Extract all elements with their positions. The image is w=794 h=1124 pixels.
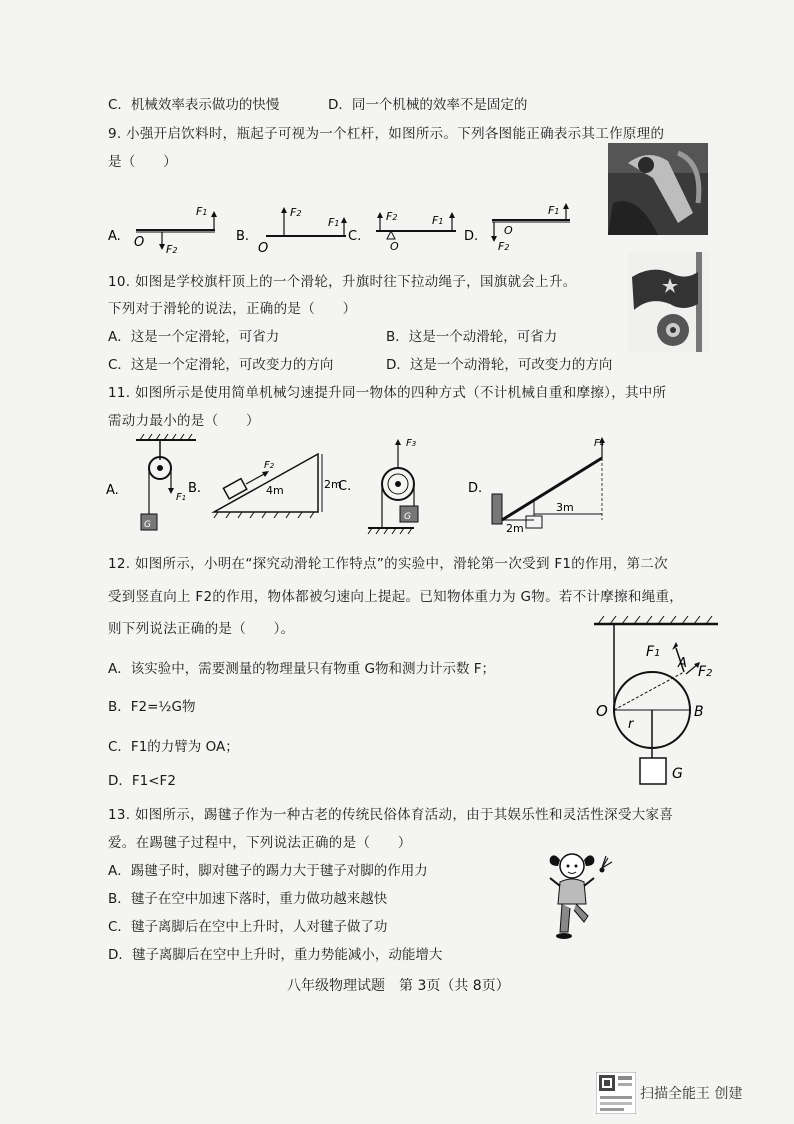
q10-option-a: A．这是一个定滑轮，可省力 (108, 329, 280, 345)
q9-label-b: B. (236, 229, 250, 244)
q9-lever-figures (108, 198, 628, 256)
q11-label-b: B. (188, 481, 202, 496)
svg-text:F2: F2 (290, 206, 302, 219)
q11-stem-line1: 11. 如图所示是使用简单机械匀速提升同一物体的四种方式（不计机械自重和摩擦），其中所 (108, 385, 667, 401)
q10-option-c: C．这是一个定滑轮，可改变力的方向 (108, 357, 334, 373)
q13-stem-line2: 爱。在踢毽子过程中，下列说法正确的是（ ） (108, 835, 412, 851)
svg-text:B: B (694, 704, 704, 720)
svg-text:A: A (678, 656, 687, 671)
scanner-logo (596, 1072, 636, 1114)
q11-label-a: A. (106, 483, 119, 498)
q10-option-d: D．这是一个动滑轮，可改变力的方向 (386, 357, 613, 373)
q12-stem-line2: 受到竖直向上 F2的作用，物体都被匀速向上提起。已知物体重力为 G物。若不计摩擦和绳重， (108, 589, 684, 605)
q11-stem-line2: 需动力最小的是（ ） (108, 413, 260, 429)
svg-text:3m: 3m (556, 501, 574, 514)
svg-text:2m: 2m (324, 478, 342, 491)
svg-text:2m: 2m (506, 522, 524, 535)
q13-option-d: D．毽子离脚后在空中上升时，重力势能减小，动能增大 (108, 947, 443, 963)
svg-text:F1: F1 (432, 214, 444, 227)
svg-text:O: O (258, 241, 269, 256)
svg-text:F1: F1 (196, 205, 208, 218)
svg-text:F2: F2 (386, 210, 398, 223)
q12-option-c: C．F1的力臂为 OA； (108, 739, 239, 755)
q13-stem-line1: 13. 如图所示，踢毽子作为一种古老的传统民俗体育活动，由于其娱乐性和灵活性深受大家喜 (108, 807, 674, 823)
q10-option-b: B．这是一个动滑轮，可省力 (386, 329, 558, 345)
q12-option-b: B．F2=½G物 (108, 699, 196, 715)
svg-text:F2: F2 (498, 240, 510, 253)
q10-stem-line1: 10. 如图是学校旗杆顶上的一个滑轮，升旗时往下拉动绳子，国旗就会上升。 (108, 274, 577, 290)
q9-label-c: C. (348, 229, 362, 244)
q12-pulley-figure (590, 612, 740, 790)
svg-text:F2: F2 (698, 664, 713, 680)
q11-label-d: D. (468, 481, 483, 496)
svg-text:O: O (390, 240, 399, 253)
q12-stem-line1: 12. 如图所示，小明在“探究动滑轮工作特点”的实验中，滑轮第一次受到 F1的作用，第二次 (108, 556, 668, 572)
svg-text:F1: F1 (328, 216, 340, 229)
q13-option-c: C．毽子离脚后在空中上升时，人对毽子做了功 (108, 919, 388, 935)
q11-machine-figures (106, 432, 626, 544)
q8-option-d: D．同一个机械的效率不是固定的 (328, 97, 528, 113)
svg-text:O: O (134, 235, 145, 250)
svg-text:O: O (504, 224, 513, 237)
q13-option-a: A．踢毽子时，脚对毽子的踢力大于毽子对脚的作用力 (108, 863, 428, 879)
q12-stem-line3: 则下列说法正确的是（ ）。 (108, 621, 295, 637)
svg-text:F2: F2 (166, 243, 178, 256)
q12-option-d: D．F1<F2 (108, 773, 176, 789)
flag-pulley-photo (628, 252, 710, 352)
page-footer: 八年级物理试题 第 3页（共 8页） (287, 978, 510, 994)
svg-text:G: G (672, 766, 683, 782)
q10-stem-line2: 下列对于滑轮的说法，正确的是（ ） (108, 301, 357, 317)
q8-option-c: C．机械效率表示做功的快慢 (108, 97, 280, 113)
q9-label-a: A. (108, 229, 121, 244)
shuttlecock-kicking-cartoon (546, 848, 616, 946)
q9-label-d: D. (464, 229, 479, 244)
svg-text:O: O (596, 702, 608, 720)
svg-text:F1: F1 (646, 644, 661, 660)
q9-stem-line1: 9. 小强开启饮料时，瓶起子可视为一个杠杆，如图所示。下列各图能正确表示其工作原理的 (108, 126, 665, 142)
svg-text:F1: F1 (176, 492, 187, 503)
svg-text:F3: F3 (406, 438, 417, 449)
svg-text:F1: F1 (548, 204, 560, 217)
q12-option-a: A．该实验中，需要测量的物理量只有物重 G物和测力计示数 F； (108, 661, 496, 677)
svg-text:G: G (144, 520, 151, 530)
q13-option-b: B．毽子在空中加速下落时，重力做功越来越快 (108, 891, 388, 907)
svg-text:G: G (404, 512, 411, 522)
svg-text:F2: F2 (264, 460, 275, 471)
q11-label-c: C. (338, 479, 352, 494)
scanner-watermark: 扫描全能王 创建 (640, 1086, 743, 1102)
q9-stem-line2: 是（ ） (108, 154, 177, 170)
svg-text:F4: F4 (594, 438, 605, 449)
svg-text:4m: 4m (266, 484, 284, 497)
svg-text:r: r (628, 717, 634, 732)
